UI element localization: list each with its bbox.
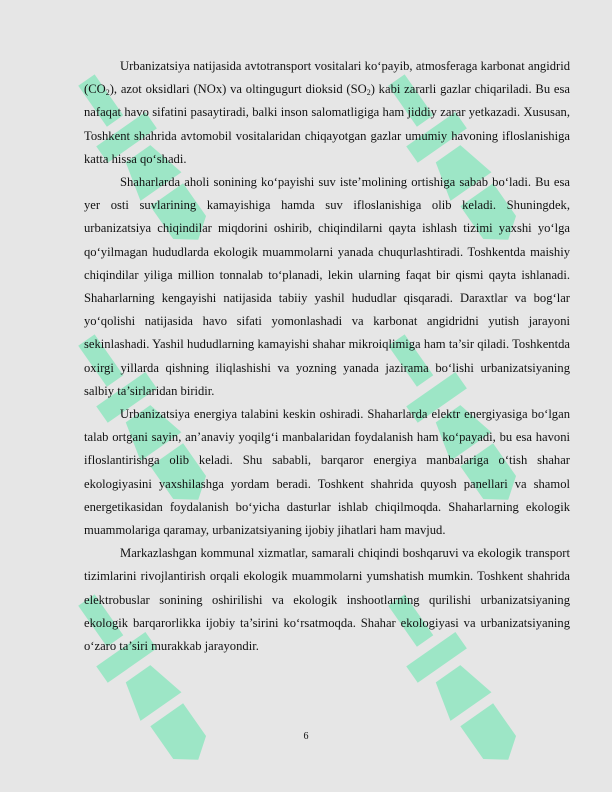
- paragraph-2: Shaharlarda aholi sonining ko‘payishi suv iste’molining ortishiga sabab bo‘ladi. Bu esa yer osti suvlarining kamayishiga hamda suv ifloslanishiga olib keladi. Shuningdek, urbanizatsiya chiqindilar miqdorini oshirib, chiqindilarni qayta ishlash tizimi yaxshi yo‘lga qo‘yilmagan hududlarda ekologik muammolarni yanada chuqurlashtiradi. Toshkentda maishiy chiqindilar yiliga million tonnalab to‘planadi, lekin ularning faqat bir qismi qayta ishlanadi. Shaharlarning kengayishi natijasida tabiiy yashil hududlar qisqaradi. Daraxtlar va bog‘lar yo‘qolishi natijasida havo sifati yomonlashadi va karbonat angidridni yutish jarayoni sekinlashadi. Yashil hududlarning kamayishi shahar mikroiqlimiga ham ta’sir qiladi. Toshkentda oxirgi yillarda qishning iliqlashishi va yozning yanada jazirama bo‘lishi urbanizatsiyaning salbiy ta’sirlaridan biridir.: [84, 175, 570, 398]
- page-number: 6: [303, 731, 309, 742]
- paragraph-1: Urbanizatsiya natijasida avtotransport vositalari ko‘payib, atmosferaga karbonat angidrid $(CO_2)$, azot oksidlari (NOx) va oltingugurt dioksid $(SO_2)$ kabi zararli gazlar chiqariladi. Bu esa nafaqat havo sifatini pasaytiradi, balki inson salomatligiga ham jiddiy zarar yetkazadi. Xususan, Toshkent shahrida avtomobil vositalaridan chiqayotgan gazlar umumiy havoning ifloslanishiga katta hissa qo‘shadi.: [84, 59, 570, 166]
- subscript: 2: [366, 88, 371, 98]
- paragraph-4: Markazlashgan kommunal xizmatlar, samarali chiqindi boshqaruvi va ekologik transport tizimlarini rivojlantirish orqali ekologik muammolarni yumshatish mumkin. Toshkent shahrida elektrobuslar sonining oshirilishi va ekologik inshootlarning qurilishi urbanizatsiyaning ekologik barqarorlikka ijobiy ta’sirini ko‘rsatmoqda. Shahar ekologiyasi va urbanizatsiyaning o‘zaro ta’siri murakkab jarayondir.: [84, 546, 570, 654]
- paragraph-3: Urbanizatsiya energiya talabini keskin oshiradi. Shaharlarda elektr energiyasiga bo‘lgan talab ortgani sayin, an’anaviy yoqilg‘i manbalaridan foydalanish ham ko‘payadi, bu esa havoni ifloslantirishga olib keladi. Shu sababli, barqaror energiya manbalariga o‘tish shahar ekologiyasini yaxshilashga yordam beradi. Toshkent shahrida quyosh panellari va shamol energetikasidan foydalanish bo‘yicha dasturlar ishlab chiqilmoqda. Shaharlarning ekologik muammolariga qaramay, urbanizatsiyaning ijobiy jihatlari ham mavjud.: [84, 407, 570, 538]
- subscript: 2: [105, 88, 110, 98]
- body-text: [84, 55, 570, 658]
